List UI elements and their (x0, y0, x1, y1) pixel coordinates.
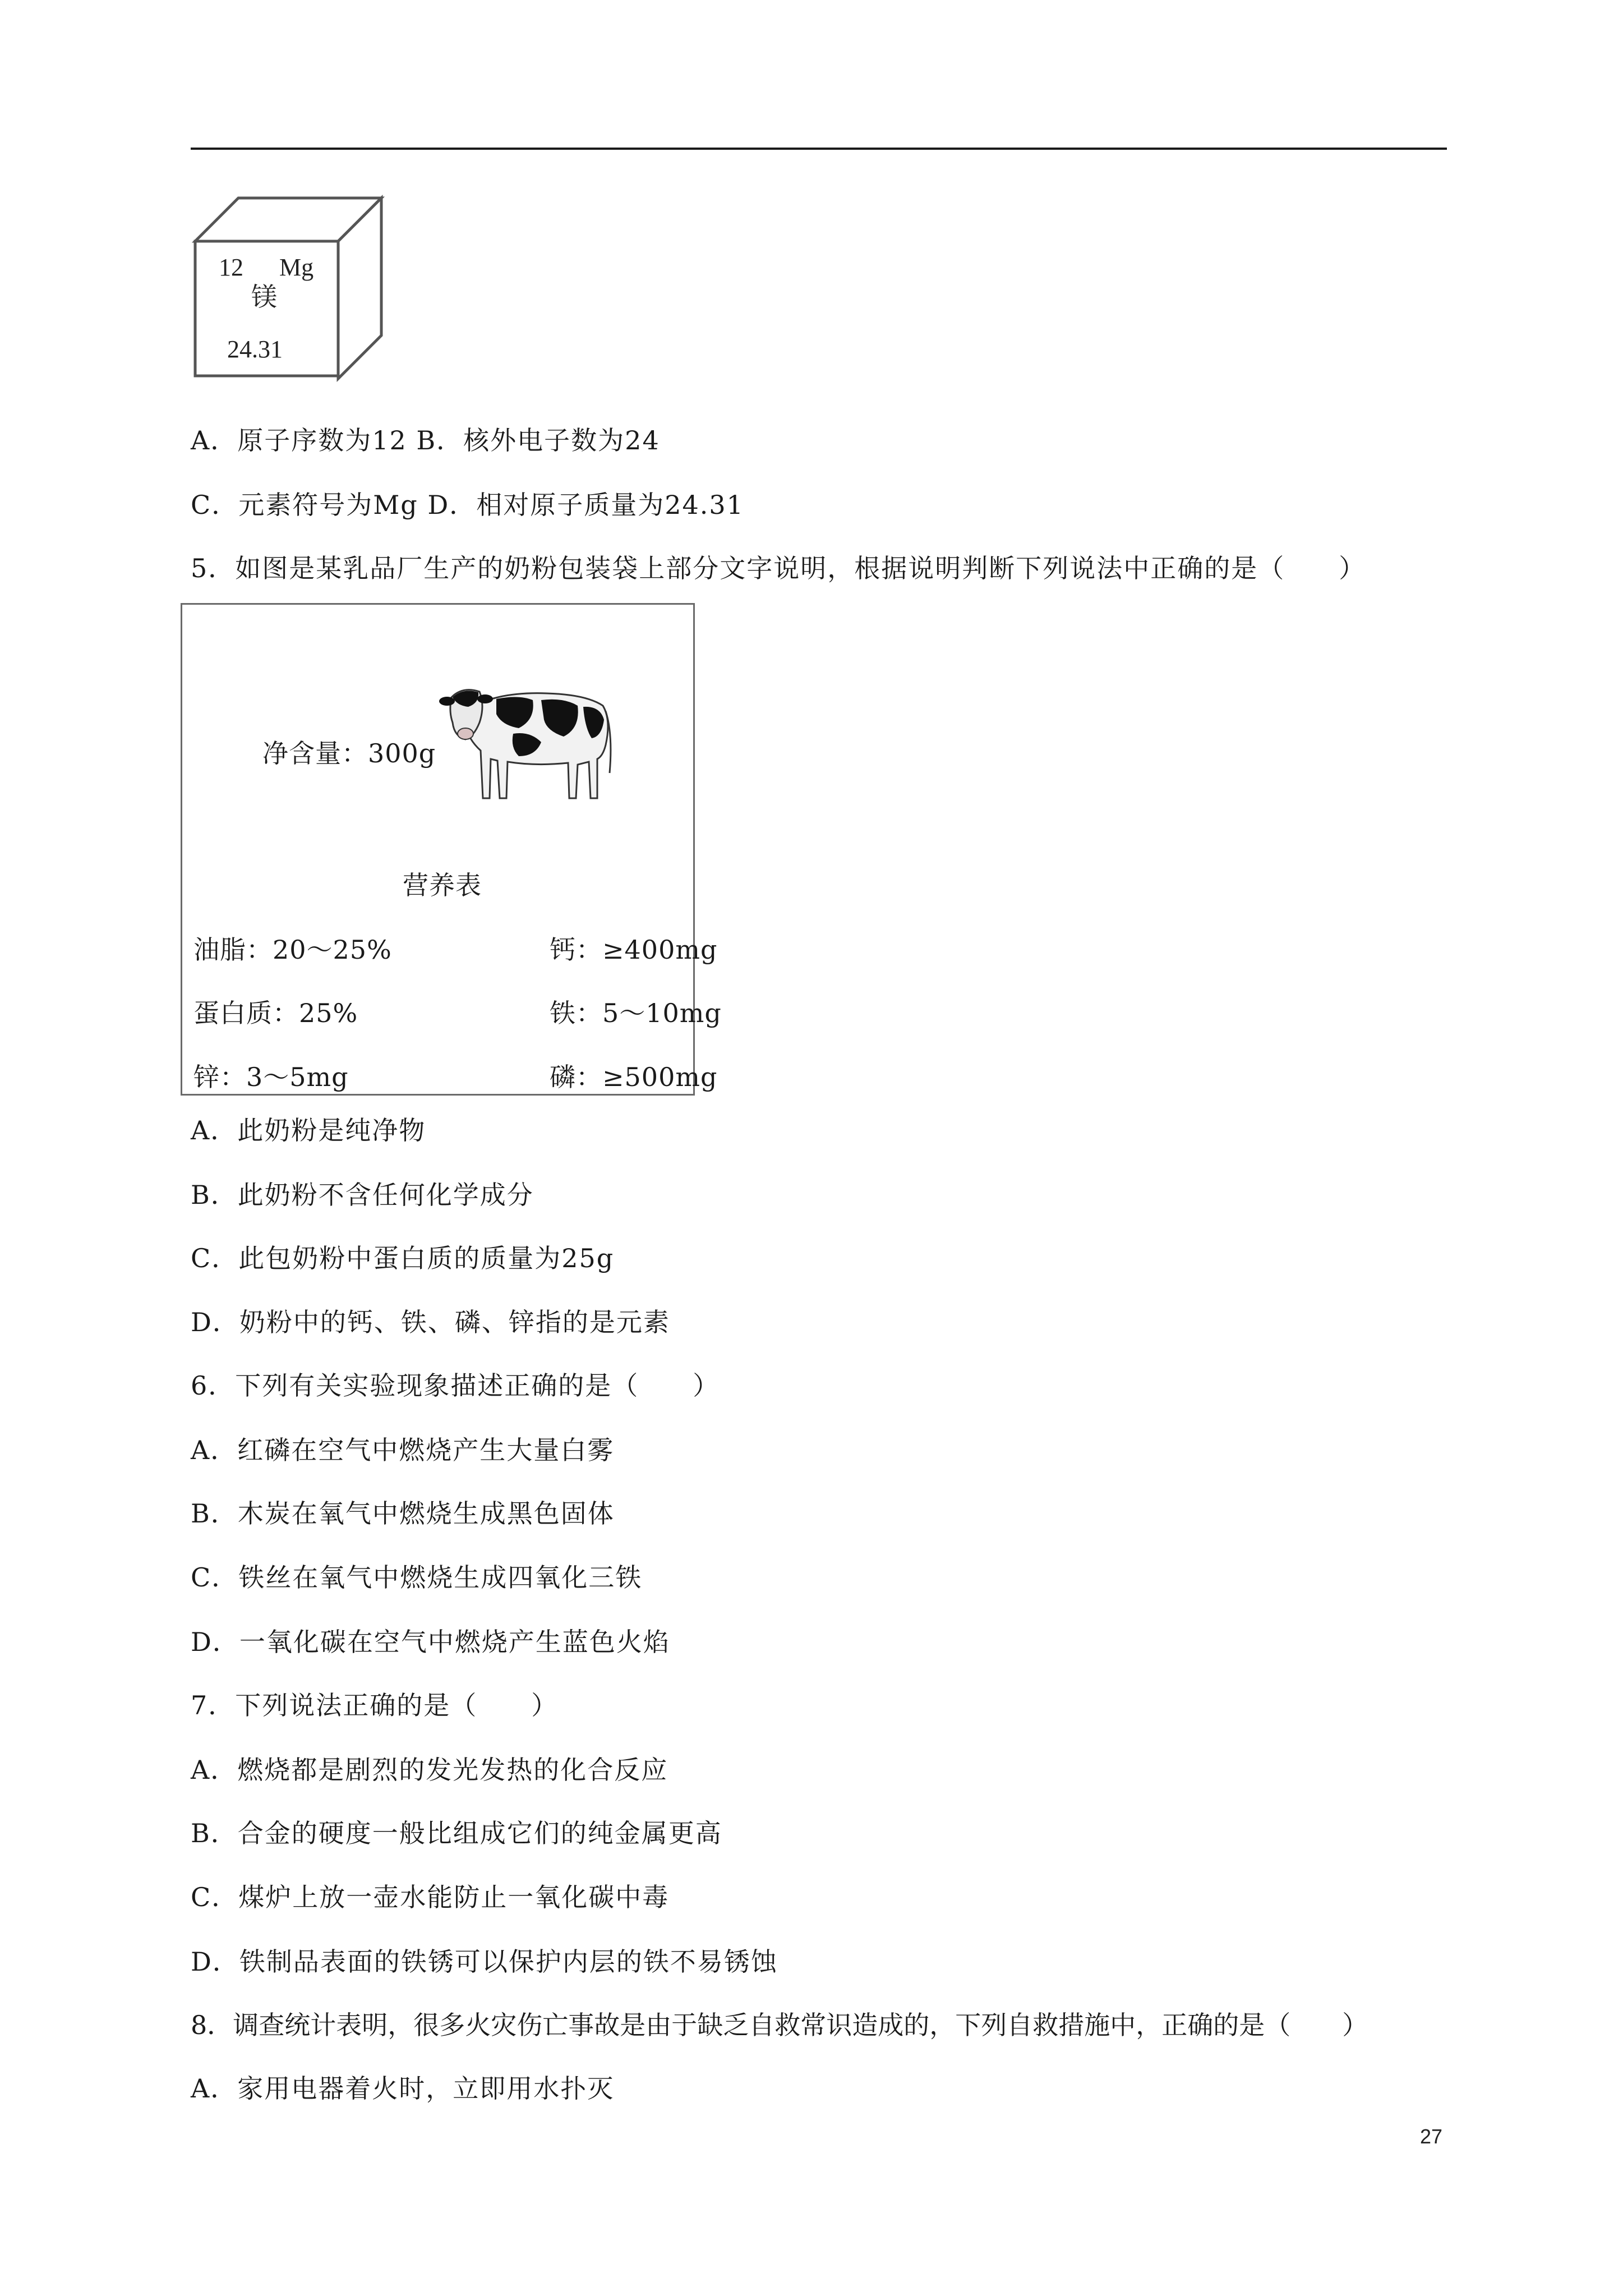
q6-option-c: C．铁丝在氧气中燃烧生成四氧化三铁 (191, 1562, 643, 1593)
q6-option-a: A．红磷在空气中燃烧产生大量白雾 (191, 1435, 615, 1465)
q8-stem: 8．调查统计表明，很多火灾伤亡事故是由于缺乏自救常识造成的，下列自救措施中，正确的是（ ） (191, 2010, 1368, 2040)
nutrition-table-title: 营养表 (403, 870, 482, 900)
q5-option-b: B．此奶粉不含任何化学成分 (191, 1180, 534, 1210)
nutrition-row-1-right: 钙：≥400mg (550, 935, 718, 965)
q6-option-b: B．木炭在氧气中燃烧生成黑色固体 (191, 1498, 615, 1529)
q6-stem: 6．下列有关实验现象描述正确的是（ ） (191, 1370, 720, 1401)
q7-option-d: D．铁制品表面的铁锈可以保护内层的铁不易锈蚀 (191, 1947, 778, 1977)
q5-option-c: C．此包奶粉中蛋白质的质量为25g (191, 1243, 615, 1273)
element-mass: 24.31 (227, 335, 283, 363)
q6-option-d: D．一氧化碳在空气中燃烧产生蓝色火焰 (191, 1627, 670, 1657)
q8-option-a: A．家用电器着火时，立即用水扑灭 (191, 2073, 615, 2104)
element-card-cube (191, 194, 384, 379)
element-name: 镁 (251, 282, 277, 312)
nutrition-row-2-right: 铁：5～10mg (550, 998, 722, 1028)
header-rule (191, 148, 1447, 150)
q4-options-line1: A．原子序数为12 B．核外电子数为24 (191, 425, 660, 455)
q7-option-c: C．煤炉上放一壶水能防止一氧化碳中毒 (191, 1882, 670, 1912)
page-number: 27 (1420, 2125, 1443, 2148)
q5-option-a: A．此奶粉是纯净物 (191, 1115, 426, 1145)
q7-stem: 7．下列说法正确的是（ ） (191, 1690, 559, 1720)
q7-option-a: A．燃烧都是剧烈的发光发热的化合反应 (191, 1755, 668, 1785)
q5-option-d: D．奶粉中的钙、铁、磷、锌指的是元素 (191, 1307, 670, 1337)
cow-image (435, 666, 620, 807)
q4-options-line2: C．元素符号为Mg D．相对原子质量为24.31 (191, 490, 744, 520)
nutrition-row-3-right: 磷：≥500mg (550, 1062, 718, 1092)
nutrition-row-1-left: 油脂：20～25% (193, 935, 392, 965)
nutrition-row-2-left: 蛋白质：25% (193, 998, 358, 1028)
nutrition-row-3-left: 锌：3～5mg (193, 1062, 349, 1092)
element-symbol: Mg (279, 254, 314, 281)
net-content: 净含量：300g (262, 738, 436, 769)
element-number: 12 (219, 254, 243, 281)
milk-powder-panel (181, 603, 722, 1096)
q7-option-b: B．合金的硬度一般比组成它们的纯金属更高 (191, 1818, 722, 1848)
q5-stem: 5．如图是某乳品厂生产的奶粉包装袋上部分文字说明，根据说明判断下列说法中正确的是（ ） (191, 553, 1366, 583)
